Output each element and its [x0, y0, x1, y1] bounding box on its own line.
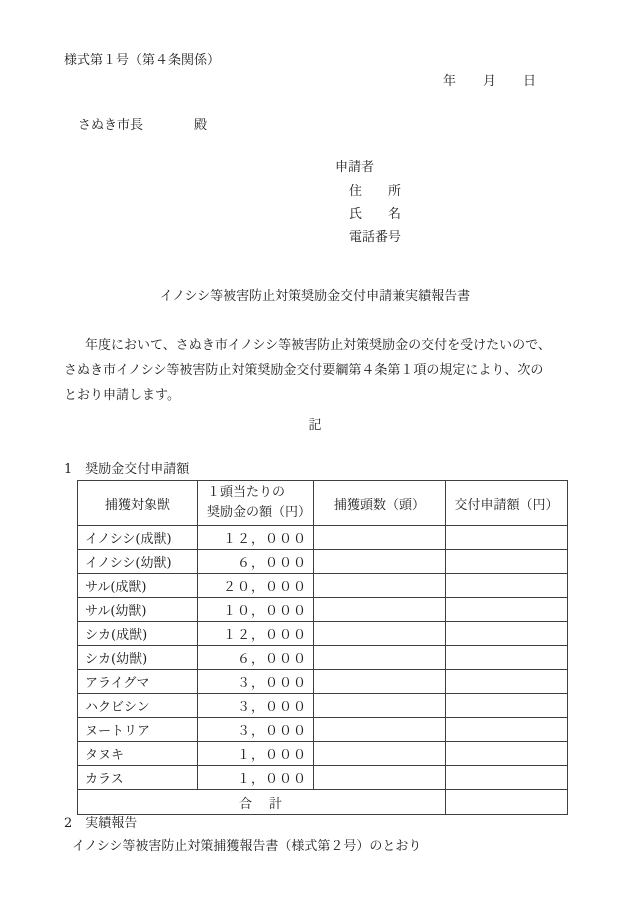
applicant-phone-label: 電話番号 [349, 230, 402, 245]
applicant-name-label: 氏 名 [349, 207, 402, 222]
animal-cell: イノシシ(成獣) [78, 526, 198, 550]
total-label-cell: 合 計 [78, 790, 446, 815]
section2-heading: 2 実績報告 [64, 816, 138, 831]
count-cell [314, 646, 446, 670]
count-cell [314, 718, 446, 742]
body-line: 年度において、さぬき市イノシシ等被害防止対策奨励金の交付を受けたいので、 [85, 338, 551, 353]
request-cell [446, 574, 568, 598]
animal-cell: サル(成獣) [78, 574, 198, 598]
animal-cell: ヌートリア [78, 718, 198, 742]
date-year-label: 年 [443, 74, 457, 89]
request-cell [446, 670, 568, 694]
subsidy-table [77, 480, 568, 815]
subsidy-table-footer [78, 790, 568, 815]
animal-cell: カラス [78, 766, 198, 790]
request-cell [446, 718, 568, 742]
header-unit-amount-line1: １頭当たりの [207, 485, 286, 500]
addressee: さぬき市長 [78, 118, 144, 133]
subsidy-table-body [78, 526, 568, 790]
animal-cell: イノシシ(幼獣) [78, 550, 198, 574]
request-cell [446, 526, 568, 550]
table-row [78, 694, 568, 718]
animal-cell: ハクビシン [78, 694, 198, 718]
table-row [78, 574, 568, 598]
unit-amount-cell: １０，０００ [198, 598, 314, 622]
unit-amount-cell: １，０００ [198, 766, 314, 790]
table-row [78, 622, 568, 646]
animal-cell: アライグマ [78, 670, 198, 694]
count-cell [314, 598, 446, 622]
section2-body: イノシシ等被害防止対策捕獲報告書（様式第２号）のとおり [72, 839, 422, 854]
addressee-honorific: 殿 [194, 118, 208, 133]
section1-heading: 1 奨励金交付申請額 [64, 462, 190, 477]
body-line: さぬき市イノシシ等被害防止対策奨励金交付要綱第４条第１項の規定により、次の [64, 363, 544, 378]
unit-amount-cell: ３，０００ [198, 694, 314, 718]
request-cell [446, 766, 568, 790]
table-row [78, 742, 568, 766]
unit-amount-cell: １，０００ [198, 742, 314, 766]
count-cell [314, 574, 446, 598]
table-row [78, 526, 568, 550]
record-mark: 記 [308, 418, 322, 433]
table-row [78, 670, 568, 694]
table-row [78, 646, 568, 670]
document-title: イノシシ等被害防止対策奨励金交付申請兼実績報告書 [159, 289, 471, 304]
header-unit-amount [198, 481, 314, 526]
count-cell [314, 694, 446, 718]
applicant-address-label: 住 所 [349, 184, 402, 199]
unit-amount-cell: １２，０００ [198, 622, 314, 646]
count-cell [314, 622, 446, 646]
animal-cell: タヌキ [78, 742, 198, 766]
header-request: 交付申請額（円） [446, 481, 568, 526]
count-cell [314, 526, 446, 550]
animal-cell: シカ(幼獣) [78, 646, 198, 670]
form-number: 様式第１号（第４条関係） [64, 53, 221, 68]
request-cell [446, 550, 568, 574]
unit-amount-cell: ３，０００ [198, 718, 314, 742]
animal-cell: シカ(成獣) [78, 622, 198, 646]
total-row [78, 790, 568, 815]
unit-amount-cell: ３，０００ [198, 670, 314, 694]
unit-amount-cell: ６，０００ [198, 646, 314, 670]
request-cell [446, 742, 568, 766]
body-paragraph [64, 333, 569, 408]
total-request-cell [446, 790, 568, 815]
request-cell [446, 694, 568, 718]
table-header-row [78, 481, 568, 526]
header-animal: 捕獲対象獣 [78, 481, 198, 526]
header-count: 捕獲頭数（頭） [314, 481, 446, 526]
count-cell [314, 766, 446, 790]
request-cell [446, 598, 568, 622]
animal-cell: サル(幼獣) [78, 598, 198, 622]
unit-amount-cell: ２０，０００ [198, 574, 314, 598]
request-cell [446, 646, 568, 670]
request-cell [446, 622, 568, 646]
applicant-label: 申請者 [335, 160, 375, 175]
unit-amount-cell: ６，０００ [198, 550, 314, 574]
date-line [443, 74, 536, 90]
date-day-label: 日 [523, 74, 537, 89]
table-row [78, 718, 568, 742]
count-cell [314, 742, 446, 766]
body-line: とおり申請します。 [64, 388, 180, 403]
count-cell [314, 670, 446, 694]
table-row [78, 550, 568, 574]
table-row [78, 598, 568, 622]
addressee-line [78, 118, 207, 134]
table-row [78, 766, 568, 790]
header-unit-amount-line2: 奨励金の額（円） [207, 505, 312, 520]
unit-amount-cell: １２，０００ [198, 526, 314, 550]
count-cell [314, 550, 446, 574]
date-month-label: 月 [483, 74, 497, 89]
